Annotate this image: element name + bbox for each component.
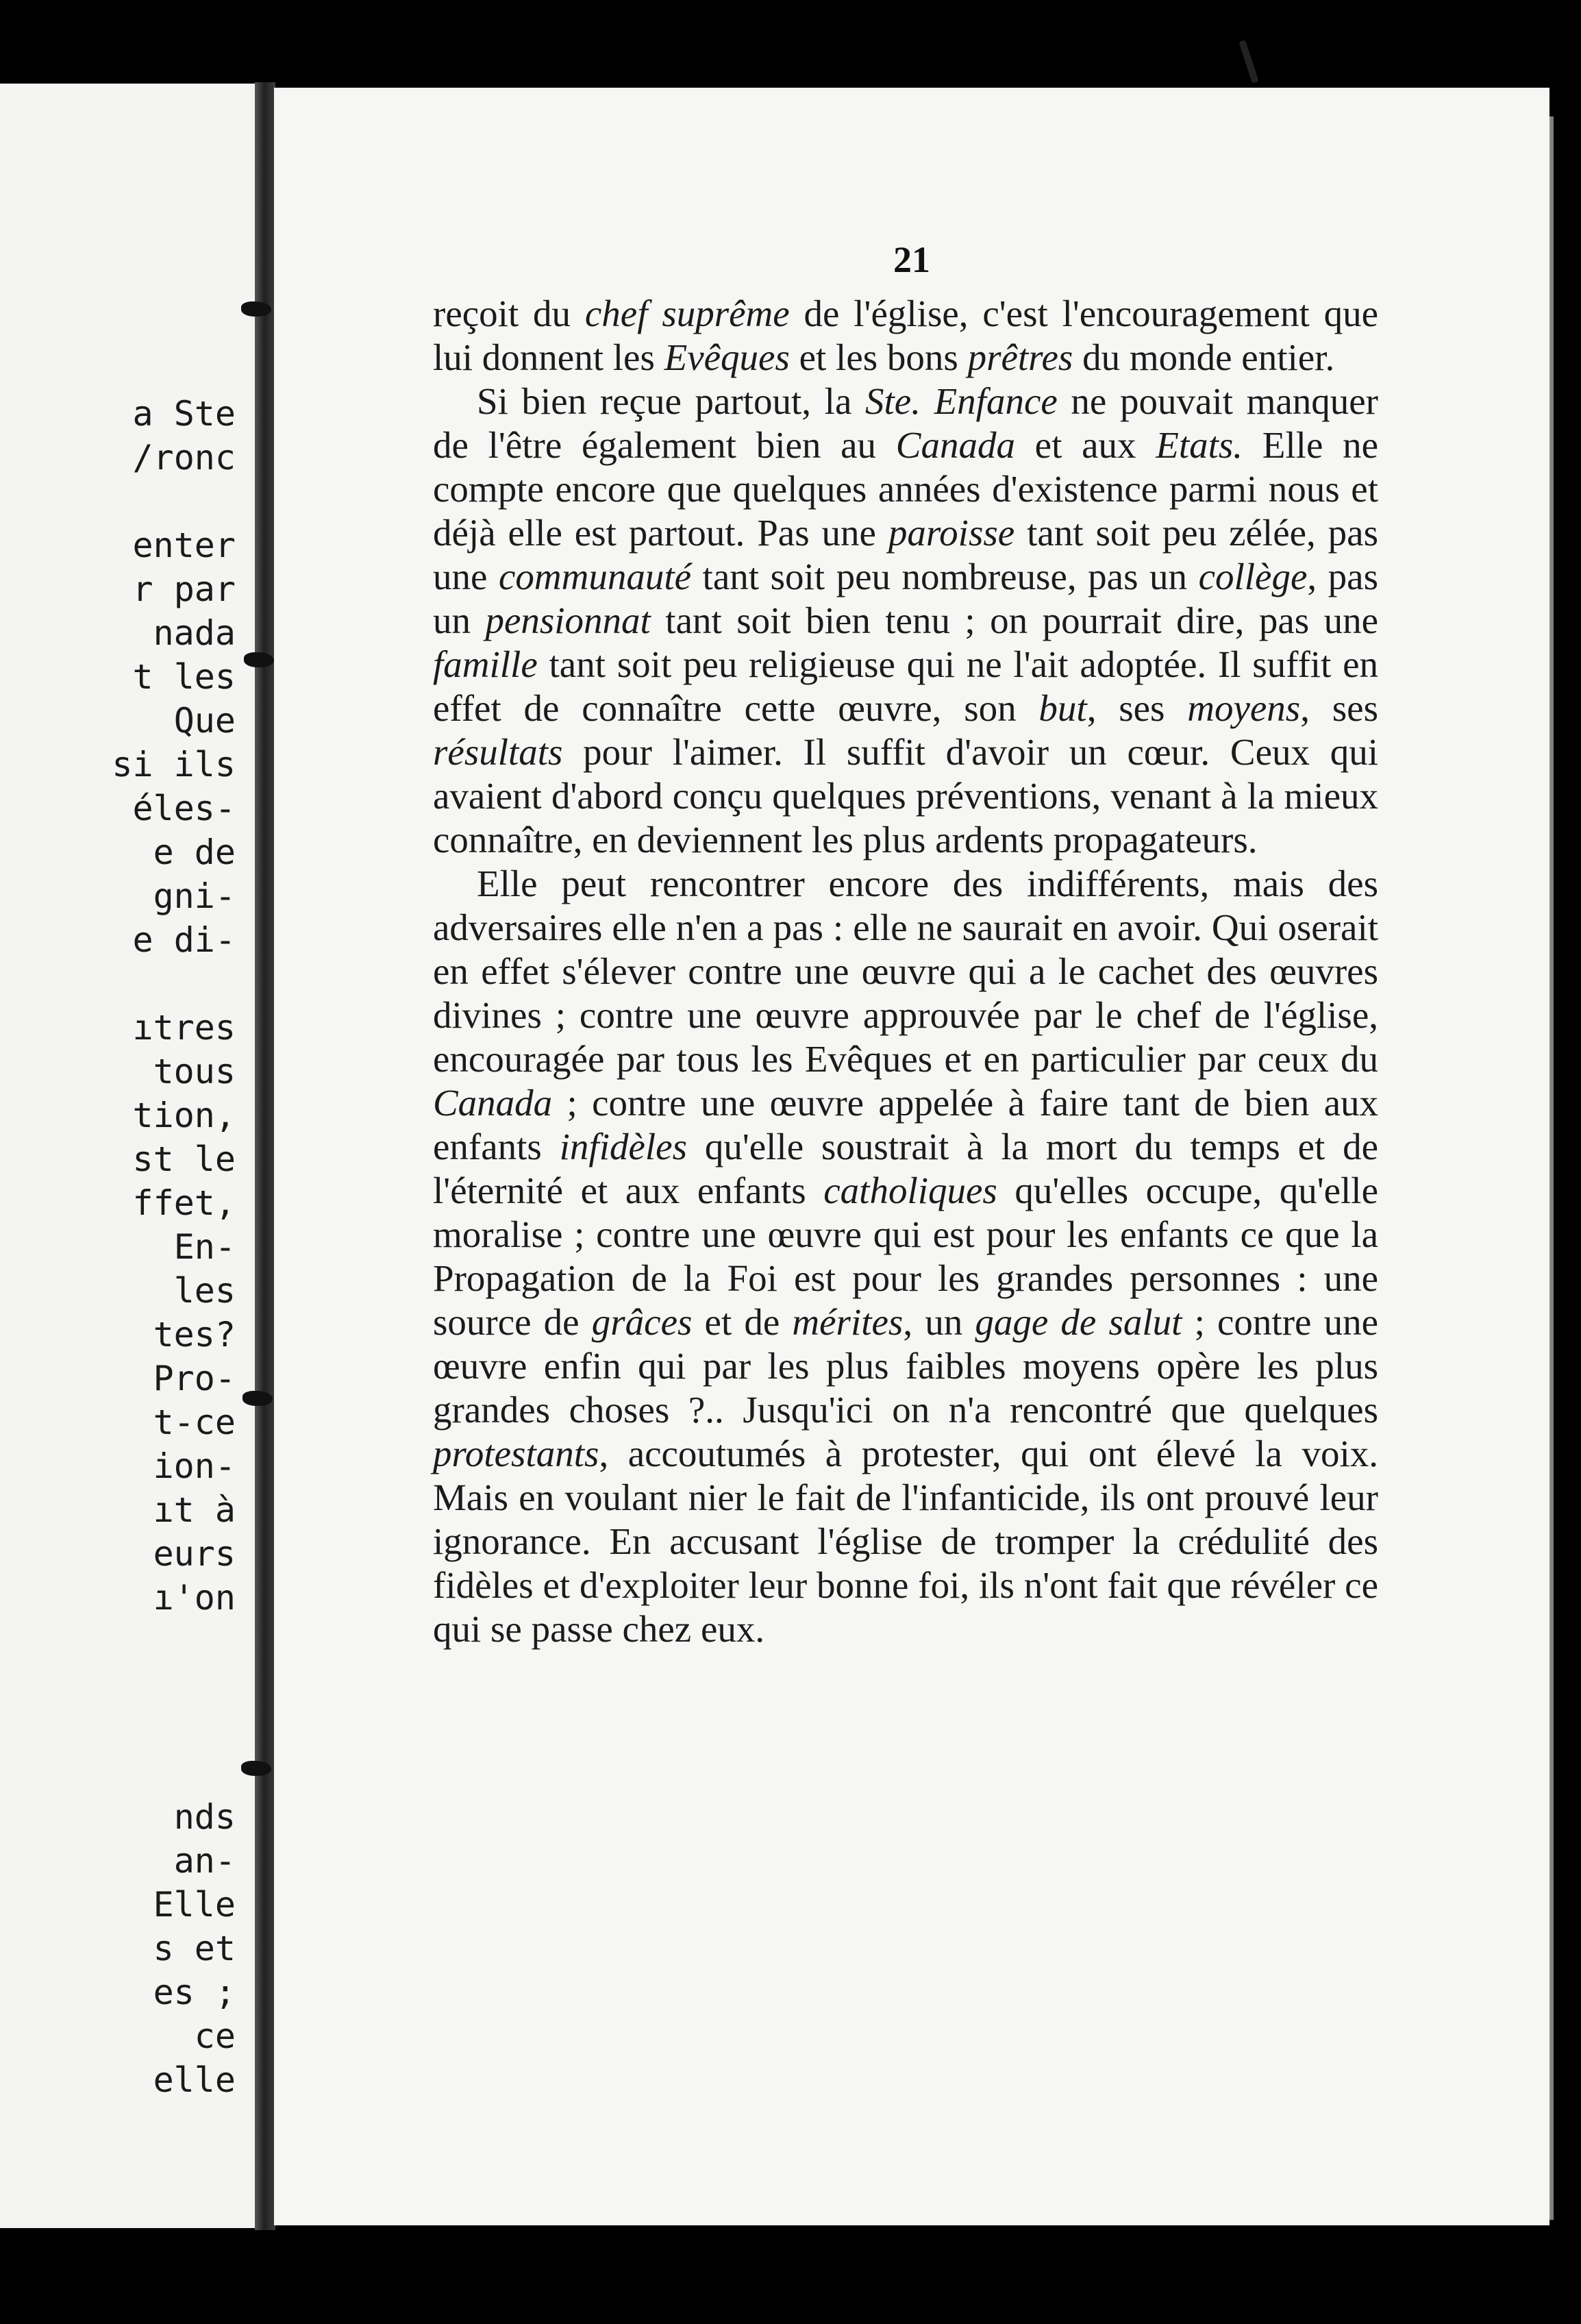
book-gutter bbox=[255, 82, 275, 2230]
text-run: , ses bbox=[1086, 687, 1188, 729]
text-run: tant soit peu zélée, pas une bbox=[433, 512, 1378, 597]
binding-stitch bbox=[241, 1761, 271, 1776]
text-run: , pas un bbox=[433, 556, 1378, 641]
text-run: Elle ne compte encore que quelques années d'existence parmi nous et déjà elle est partout. Pas une bbox=[433, 424, 1378, 554]
text-run: ; contre une œuvre appelée à faire tant de bien aux enfants bbox=[433, 1082, 1378, 1167]
text-run: pour l'aimer. Il suffit d'avoir un cœur. Ceux qui avaient d'abord conçu quelques préventions, venant à la mieux connaître, en deviennent les plus ardents propagateurs. bbox=[433, 731, 1378, 861]
italic-run: Ste. Enfance bbox=[865, 380, 1058, 422]
italic-run: communauté bbox=[498, 556, 692, 597]
text-run: , accoutumés à protester, qui ont élevé la voix. Mais en voulant nier le fait de l'infanticide, ils ont prouvé leur ignorance. En accusant l'église de tromper la crédulité des fidèles et d'exploiter leur bonne foi, ils n'ont fait que révéler ce qui se passe chez eux. bbox=[433, 1433, 1378, 1650]
italic-run: Etats. bbox=[1156, 424, 1243, 466]
italic-run: Canada bbox=[895, 424, 1015, 466]
text-run: tant soit peu nombreuse, pas un bbox=[691, 556, 1199, 597]
text-run: qu'elle soustrait à la mort du temps et de l'éternité et aux enfants bbox=[433, 1126, 1378, 1211]
right-page bbox=[274, 88, 1549, 2225]
italic-run: prêtres bbox=[967, 336, 1073, 378]
italic-run: gage de salut bbox=[975, 1301, 1182, 1343]
text-run: reçoit du bbox=[433, 293, 585, 334]
text-run: Elle peut rencontrer encore des indifférents, mais des adversaires elle n'en a pas : elle ne saurait en avoir. Qui oserait en effet s'élever contre une œuvre qui a le cachet des œuvres divines ; contre une œuvre approuvée par le chef de l'église, encouragée par tous les Evêques et en particulier par ceux du bbox=[433, 863, 1378, 1080]
text-run: de l'église, c'est l'encouragement que lui donnent les bbox=[433, 293, 1378, 378]
binding-stitch bbox=[241, 301, 271, 317]
text-run: qu'elles occupe, qu'elle moralise ; contre une œuvre qui est pour les enfants ce que la Propagation de la Foi est pour les grandes personnes : une source de bbox=[433, 1170, 1379, 1343]
italic-run: paroisse bbox=[888, 512, 1015, 554]
binding-stitch bbox=[242, 1391, 273, 1406]
paragraph-2 bbox=[433, 380, 1378, 862]
italic-run: but bbox=[1038, 687, 1087, 729]
text-run: tant soit peu religieuse qui ne l'ait adoptée. Il suffit en effet de connaître cette œuvre, son bbox=[433, 643, 1378, 729]
text-run: , un bbox=[903, 1301, 975, 1343]
text-run: ne pouvait manquer de l'être également bien au bbox=[433, 380, 1378, 466]
italic-run: moyens bbox=[1187, 687, 1301, 729]
italic-run: pensionnat bbox=[485, 599, 651, 641]
left-page bbox=[0, 84, 255, 2228]
text-run: du monde entier. bbox=[1073, 336, 1335, 378]
paragraph-3 bbox=[433, 862, 1378, 1651]
italic-run: infidèles bbox=[559, 1126, 687, 1167]
italic-run: protestants bbox=[433, 1433, 599, 1474]
paragraph-1 bbox=[433, 292, 1378, 380]
text-run: tant soit bien tenu ; on pourrait dire, pas une bbox=[650, 599, 1378, 641]
italic-run: mérites bbox=[792, 1301, 904, 1343]
text-run: et aux bbox=[1014, 424, 1156, 466]
left-page-fragments: a Ste /ronc enter r par nada t les Que si ils éles- e de gni- e di- ıtres tous tion, st le ffet, En- les tes? Pro- t-ce ion- ıt à eurs ı'on nds an- Elle s et es ; ce elle bbox=[112, 394, 236, 2100]
binding-stitch bbox=[244, 652, 274, 667]
text-run: Si bien reçue partout, la bbox=[477, 380, 866, 422]
text-run: et de bbox=[692, 1301, 793, 1343]
italic-run: collège bbox=[1198, 556, 1308, 597]
text-run: , ses bbox=[1300, 687, 1378, 729]
italic-run: Evêques bbox=[664, 336, 790, 378]
italic-run: résultats bbox=[433, 731, 563, 773]
italic-run: catholiques bbox=[823, 1170, 997, 1211]
italic-run: Canada bbox=[433, 1082, 553, 1124]
italic-run: grâces bbox=[591, 1301, 693, 1343]
italic-run: famille bbox=[433, 643, 538, 685]
page-number: 21 bbox=[893, 239, 930, 280]
body-text bbox=[433, 292, 1378, 1651]
text-run: et les bons bbox=[789, 336, 968, 378]
text-run: ; contre une œuvre enfin qui par les plus faibles moyens opère les plus grandes choses ?.. Jusqu'ici on n'a rencontré que quelques bbox=[433, 1301, 1378, 1431]
crop-mark bbox=[1238, 40, 1258, 84]
italic-run: chef suprême bbox=[584, 293, 790, 334]
